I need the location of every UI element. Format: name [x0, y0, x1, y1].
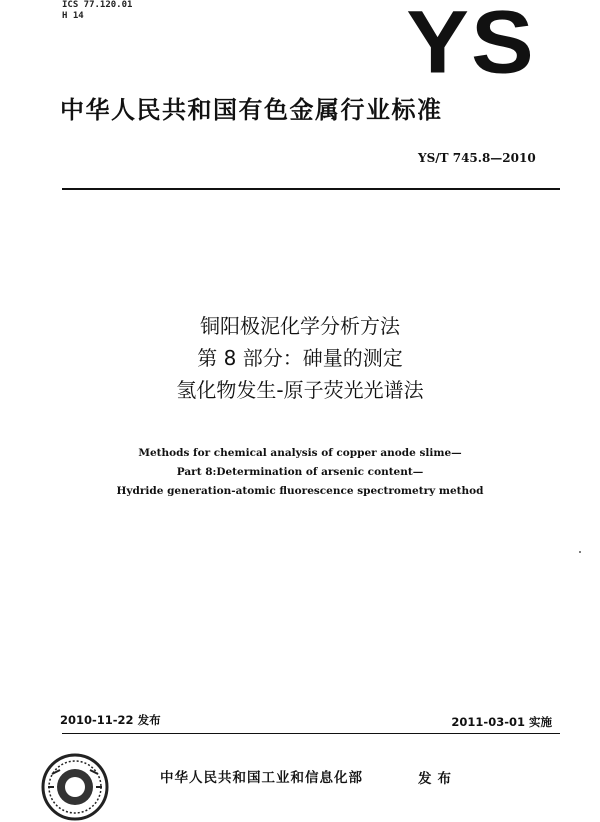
english-title-line-3: Hydride generation-atomic fluorescence spectrometry method	[116, 485, 484, 497]
ics-code: ICS 77.120.01	[62, 0, 133, 10]
ministry-seal-icon	[40, 752, 110, 822]
chinese-title-line-3: 氢化物发生-原子荧光光谱法	[176, 378, 424, 402]
standard-category-title: 中华人民共和国有色金属行业标准	[60, 96, 443, 124]
english-title-line-2: Part 8:Determination of arsenic content—	[176, 466, 424, 478]
scan-speck	[579, 551, 581, 553]
header-divider	[62, 188, 560, 190]
ys-logo-text: YS	[406, 4, 536, 84]
classification-codes	[62, 0, 132, 22]
standard-number: YS/T 745.8—2010	[418, 151, 536, 165]
english-title-line-1: Methods for chemical analysis of copper anode slime—	[138, 447, 462, 459]
ys-logo	[402, 4, 540, 84]
footer-divider	[62, 733, 560, 734]
chinese-title-line-2: 第 8 部分：砷量的测定	[197, 346, 403, 370]
chinese-title-line-1: 铜阳极泥化学分析方法	[200, 314, 400, 338]
chinese-title-block	[60, 310, 540, 406]
issuing-action: 发布	[418, 771, 457, 787]
english-title-block	[60, 444, 540, 501]
ccs-code: H 14	[62, 11, 84, 21]
issue-date: 2010-11-22 发布	[60, 713, 161, 727]
effective-date: 2011-03-01 实施	[451, 715, 552, 729]
issuing-authority: 中华人民共和国工业和信息化部	[160, 770, 363, 786]
